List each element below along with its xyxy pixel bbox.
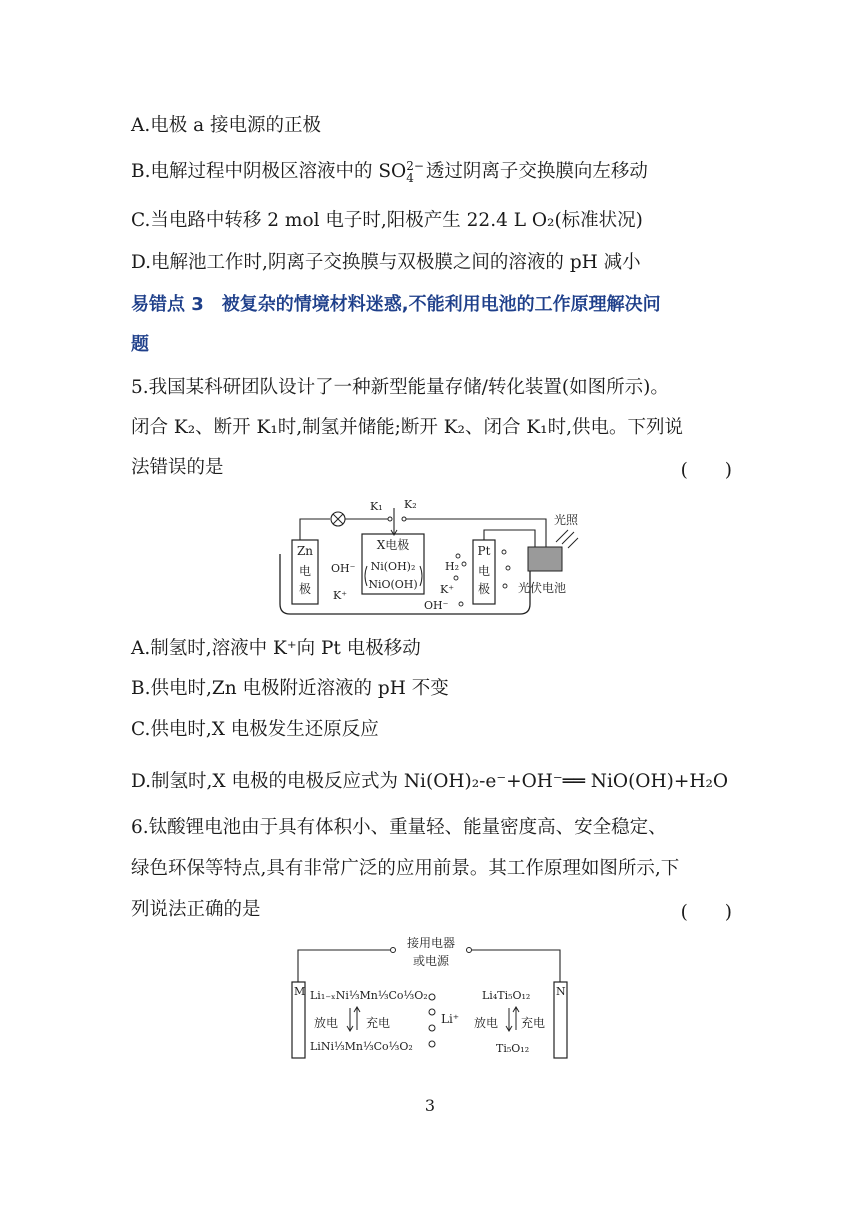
sulfate-ion-subscript: 4 — [406, 171, 414, 185]
q4-option-c: C.当电路中转移 2 mol 电子时,阳极产生 22.4 L O₂(标准状况) — [131, 210, 643, 231]
left-discharge-arrow — [347, 1008, 353, 1031]
left-discharge-label: 放电 — [314, 1016, 339, 1030]
light-rays-icon — [556, 530, 578, 548]
ni-oh2-label: Ni(OH)₂ — [370, 560, 416, 573]
k-ion-left: K⁺ — [333, 589, 348, 602]
right-discharge-arrow — [506, 1008, 512, 1031]
cathode-material-charged: Li₁₋ₓNi⅓Mn⅓Co⅓O₂ — [310, 989, 428, 1002]
q6-answer-parentheses: ( ) — [680, 902, 732, 923]
q5-device-diagram — [270, 494, 590, 622]
wire-right — [472, 950, 560, 982]
q4-option-d: D.电解池工作时,阴离子交换膜与双极膜之间的溶液的 pH 减小 — [131, 252, 641, 273]
switch-k1-label: K₁ — [370, 500, 383, 513]
sulfate-ion: SO 2− 4 — [378, 159, 424, 185]
photovoltaic-cell — [528, 547, 562, 571]
anode-material-charged: Li₄Ti₅O₁₂ — [482, 989, 531, 1002]
oh-ion-left: OH⁻ — [331, 562, 356, 575]
q4-option-b — [131, 160, 648, 184]
zn-label: Zn — [296, 544, 314, 558]
q5-stem-line2: 闭合 K₂、断开 K₁时,制氢并储能;断开 K₂、闭合 K₁时,供电。下列说 — [131, 417, 683, 438]
q6-stem-line2: 绿色环保等特点,具有非常广泛的应用前景。其工作原理如图所示,下 — [131, 858, 680, 879]
h2-label: H₂ — [445, 560, 460, 573]
q6-battery-diagram — [286, 930, 576, 1062]
q5-option-b: B.供电时,Zn 电极附近溶液的 pH 不变 — [131, 678, 449, 699]
q5-answer-parentheses: ( ) — [680, 460, 732, 481]
left-charge-label: 充电 — [366, 1016, 391, 1030]
m-label: M — [294, 985, 306, 998]
page-number: 3 — [424, 1096, 436, 1115]
q6-stem-line1: 6.钛酸锂电池由于具有体积小、重量轻、能量密度高、安全稳定、 — [131, 817, 667, 838]
svg-text:极: 极 — [298, 582, 312, 596]
q5-stem-line3: 法错误的是 — [131, 457, 224, 478]
q5-option-a: A.制氢时,溶液中 K⁺向 Pt 电极移动 — [131, 638, 421, 659]
pt-label: Pt — [477, 544, 491, 558]
q4-option-b-prefix: B.电解过程中阴极区溶液中的 — [131, 161, 379, 182]
sulfate-ion-charge: 2− — [406, 159, 424, 173]
section-heading-line2: 题 — [131, 334, 149, 355]
device-label-line2: 或电源 — [412, 954, 450, 968]
q4-option-a: A.电极 a 接电源的正极 — [131, 115, 322, 136]
left-charge-arrow — [354, 1007, 360, 1030]
x-electrode-label: X电极 — [376, 538, 410, 552]
cathode-material-discharged: LiNi⅓Mn⅓Co⅓O₂ — [310, 1040, 413, 1053]
li-ion-dots — [429, 994, 435, 1047]
light-label: 光照 — [554, 513, 579, 527]
q6-stem-line3: 列说法正确的是 — [131, 899, 261, 920]
wire-left — [298, 950, 390, 982]
n-label: N — [556, 985, 566, 998]
svg-text:电: 电 — [477, 564, 491, 578]
device-label-line1: 接用电器 — [406, 936, 456, 950]
switch-k2-label: K₂ — [404, 498, 417, 511]
svg-text:极: 极 — [477, 582, 491, 596]
photovoltaic-label: 光伏电池 — [518, 581, 567, 595]
oh-ion-right: OH⁻ — [424, 599, 449, 612]
section-heading-line1: 易错点 3 被复杂的情境材料迷惑,不能利用电池的工作原理解决问 — [131, 294, 661, 315]
q5-stem-line1: 5.我国某科研团队设计了一种新型能量存储/转化装置(如图所示)。 — [131, 377, 669, 398]
switch-k1-contact — [388, 517, 392, 521]
switch-k2-contact — [402, 517, 406, 521]
li-ion-label: Li⁺ — [441, 1012, 460, 1026]
q5-option-d: D.制氢时,X 电极的电极反应式为 Ni(OH)₂-e⁻+OH⁻══ NiO(OH)+H₂O — [131, 771, 729, 792]
svg-text:电: 电 — [298, 564, 312, 578]
q4-option-b-suffix: 透过阴离子交换膜向左移动 — [425, 161, 648, 182]
k-ion-right: K⁺ — [440, 583, 455, 596]
anode-material-discharged: Ti₅O₁₂ — [496, 1042, 530, 1055]
wire-left — [300, 519, 330, 540]
right-charge-label: 充电 — [521, 1016, 546, 1030]
nio-oh-label: NiO(OH) — [368, 578, 418, 591]
q5-option-c: C.供电时,X 电极发生还原反应 — [131, 719, 379, 740]
right-discharge-label: 放电 — [474, 1016, 499, 1030]
right-charge-arrow — [513, 1007, 519, 1030]
